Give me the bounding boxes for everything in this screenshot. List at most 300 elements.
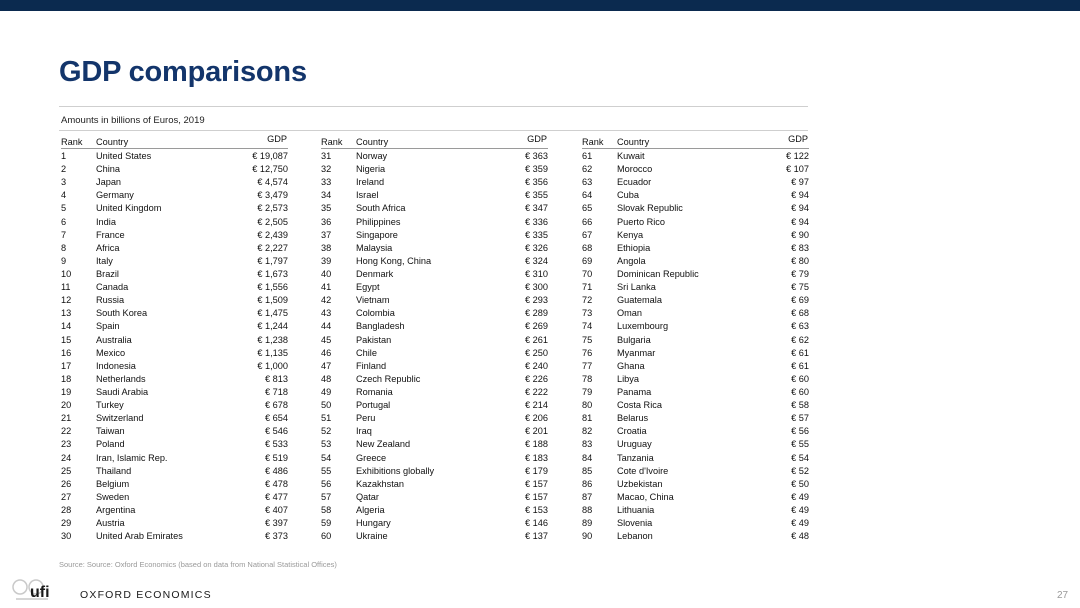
rank-cell: 1 <box>61 151 67 161</box>
gdp-cell: € 188 <box>525 439 548 450</box>
country-cell: Pakistan <box>356 334 392 345</box>
country-cell: Argentina <box>96 504 136 515</box>
gdp-cell: € 50 <box>791 478 809 489</box>
rank-cell: 14 <box>61 321 72 332</box>
country-cell: Brazil <box>96 268 119 279</box>
rank-cell: 23 <box>61 439 72 450</box>
header-rank: Rank <box>321 137 343 147</box>
country-cell: Ecuador <box>617 177 652 188</box>
gdp-cell: € 2,505 <box>257 216 288 227</box>
table-row <box>61 346 288 359</box>
table-row <box>582 241 809 254</box>
country-cell: Japan <box>96 177 122 188</box>
gdp-cell: € 61 <box>791 360 809 371</box>
gdp-cell: € 68 <box>791 308 809 319</box>
rank-cell: 86 <box>582 478 593 489</box>
country-cell: Thailand <box>96 465 132 476</box>
country-cell: Hungary <box>356 518 391 529</box>
country-cell: Lithuania <box>617 504 655 515</box>
country-cell: Macao, China <box>617 491 674 502</box>
rank-cell: 60 <box>321 531 332 542</box>
gdp-cell: € 335 <box>525 229 548 240</box>
gdp-cell: € 49 <box>791 504 809 515</box>
table-row <box>61 175 288 188</box>
country-cell: South Africa <box>356 203 406 214</box>
rank-cell: 74 <box>582 321 593 332</box>
rank-cell: 57 <box>321 491 332 502</box>
country-cell: Norway <box>356 151 388 161</box>
gdp-cell: € 336 <box>525 216 548 227</box>
rank-cell: 53 <box>321 439 332 450</box>
gdp-cell: € 107 <box>786 164 809 175</box>
header-rank: Rank <box>582 137 604 147</box>
gdp-cell: € 289 <box>525 308 548 319</box>
gdp-cell: € 69 <box>791 295 809 306</box>
oxford-economics-logo: OXFORD ECONOMICS <box>80 589 212 601</box>
table-row <box>321 293 548 306</box>
country-cell: Spain <box>96 321 120 332</box>
gdp-cell: € 56 <box>791 426 809 437</box>
rank-cell: 25 <box>61 465 72 476</box>
table-subtitle: Amounts in billions of Euros, 2019 <box>61 115 205 126</box>
rank-cell: 70 <box>582 268 593 279</box>
gdp-cell: € 356 <box>525 177 548 188</box>
rank-cell: 13 <box>61 308 72 319</box>
rank-cell: 73 <box>582 308 593 319</box>
country-cell: Vietnam <box>356 295 390 306</box>
country-cell: Tanzania <box>617 452 654 463</box>
table-row <box>321 529 548 542</box>
gdp-cell: € 55 <box>791 439 809 450</box>
gdp-cell: € 261 <box>525 334 548 345</box>
country-cell: Canada <box>96 282 129 293</box>
country-cell: Costa Rica <box>617 400 662 411</box>
country-cell: Czech Republic <box>356 373 421 384</box>
column-header <box>582 134 809 149</box>
table-row <box>61 280 288 293</box>
rank-cell: 40 <box>321 268 332 279</box>
rank-cell: 58 <box>321 504 332 515</box>
table-row <box>61 254 288 267</box>
table-row <box>582 346 809 359</box>
table-row <box>582 451 809 464</box>
country-cell: Belarus <box>617 413 649 424</box>
rank-cell: 85 <box>582 465 593 476</box>
gdp-cell: € 269 <box>525 321 548 332</box>
table-row <box>582 464 809 477</box>
country-cell: Lebanon <box>617 531 653 542</box>
table-row <box>582 306 809 319</box>
country-cell: Panama <box>617 386 652 397</box>
table-row <box>321 306 548 319</box>
gdp-cell: € 3,479 <box>257 190 288 201</box>
country-cell: Taiwan <box>96 426 125 437</box>
gdp-cell: € 477 <box>265 491 288 502</box>
country-cell: Myanmar <box>617 347 656 358</box>
table-rows <box>321 149 548 542</box>
gdp-cell: € 2,439 <box>257 229 288 240</box>
rank-cell: 63 <box>582 177 593 188</box>
gdp-cell: € 326 <box>525 242 548 253</box>
country-cell: Oman <box>617 308 643 319</box>
country-cell: China <box>96 164 121 175</box>
gdp-cell: € 373 <box>265 531 288 542</box>
country-cell: Ethiopia <box>617 242 651 253</box>
country-cell: Iraq <box>356 426 372 437</box>
table-row <box>61 411 288 424</box>
table-row <box>61 503 288 516</box>
rank-cell: 67 <box>582 229 593 240</box>
gdp-cell: € 54 <box>791 452 809 463</box>
table-row <box>582 280 809 293</box>
gdp-cell: € 57 <box>791 413 809 424</box>
table-row <box>321 267 548 280</box>
rank-cell: 88 <box>582 504 593 515</box>
table-rows <box>61 149 288 542</box>
gdp-cell: € 300 <box>525 282 548 293</box>
gdp-cell: € 94 <box>791 203 809 214</box>
table-row <box>321 503 548 516</box>
country-cell: Philippines <box>356 216 401 227</box>
gdp-cell: € 486 <box>265 465 288 476</box>
country-cell: Portugal <box>356 400 391 411</box>
table-row <box>61 424 288 437</box>
rank-cell: 72 <box>582 295 593 306</box>
table-row <box>321 451 548 464</box>
country-cell: India <box>96 216 116 227</box>
table-row <box>321 398 548 411</box>
table-row <box>61 215 288 228</box>
table-row <box>582 359 809 372</box>
country-cell: Finland <box>356 360 387 371</box>
table-row <box>582 293 809 306</box>
country-cell: Cuba <box>617 190 639 201</box>
gdp-cell: € 75 <box>791 282 809 293</box>
gdp-cell: € 1,238 <box>257 334 288 345</box>
gdp-cell: € 179 <box>525 465 548 476</box>
gdp-cell: € 1,797 <box>257 255 288 266</box>
country-cell: Colombia <box>356 308 395 319</box>
country-cell: Poland <box>96 439 125 450</box>
page-title: GDP comparisons <box>59 56 307 88</box>
title-divider <box>59 106 808 107</box>
rank-cell: 28 <box>61 504 72 515</box>
rank-cell: 89 <box>582 518 593 529</box>
country-cell: Switzerland <box>96 413 144 424</box>
country-cell: Belgium <box>96 478 130 489</box>
gdp-cell: € 60 <box>791 386 809 397</box>
table-row <box>321 319 548 332</box>
rank-cell: 68 <box>582 242 593 253</box>
country-cell: Morocco <box>617 164 653 175</box>
gdp-cell: € 137 <box>525 531 548 542</box>
header-rank: Rank <box>61 137 83 147</box>
rank-cell: 54 <box>321 452 332 463</box>
gdp-cell: € 79 <box>791 268 809 279</box>
table-row <box>582 162 809 175</box>
table-row <box>582 477 809 490</box>
gdp-cell: € 49 <box>791 491 809 502</box>
gdp-cell: € 347 <box>525 203 548 214</box>
rank-cell: 26 <box>61 478 72 489</box>
gdp-cell: € 80 <box>791 255 809 266</box>
table-row <box>321 477 548 490</box>
gdp-cell: € 58 <box>791 400 809 411</box>
rank-cell: 46 <box>321 347 332 358</box>
gdp-cell: € 61 <box>791 347 809 358</box>
ufi-logo: ufi <box>30 584 50 601</box>
rank-cell: 15 <box>61 334 72 345</box>
top-bar <box>0 0 1080 11</box>
country-cell: Sweden <box>96 491 130 502</box>
country-cell: Austria <box>96 518 125 529</box>
country-cell: Turkey <box>96 400 124 411</box>
gdp-cell: € 310 <box>525 268 548 279</box>
gdp-cell: € 654 <box>265 413 288 424</box>
country-cell: Australia <box>96 334 132 345</box>
rank-cell: 65 <box>582 203 593 214</box>
rank-cell: 83 <box>582 439 593 450</box>
header-gdp: GDP <box>788 134 808 144</box>
table-rows <box>582 149 809 542</box>
country-cell: Guatemala <box>617 295 662 306</box>
gdp-cell: € 146 <box>525 518 548 529</box>
rank-cell: 12 <box>61 295 72 306</box>
country-cell: Kuwait <box>617 151 645 161</box>
table-row <box>61 241 288 254</box>
gdp-cell: € 2,227 <box>257 242 288 253</box>
table-row <box>321 490 548 503</box>
rank-cell: 37 <box>321 229 332 240</box>
gdp-cell: € 63 <box>791 321 809 332</box>
rank-cell: 2 <box>61 164 67 175</box>
country-cell: Puerto Rico <box>617 216 666 227</box>
gdp-cell: € 813 <box>265 373 288 384</box>
gdp-cell: € 324 <box>525 255 548 266</box>
rank-cell: 84 <box>582 452 593 463</box>
rank-cell: 34 <box>321 190 332 201</box>
gdp-cell: € 1,000 <box>257 360 288 371</box>
rank-cell: 33 <box>321 177 332 188</box>
gdp-cell: € 363 <box>525 151 548 161</box>
gdp-cell: € 355 <box>525 190 548 201</box>
gdp-cell: € 222 <box>525 386 548 397</box>
gdp-cell: € 250 <box>525 347 548 358</box>
rank-cell: 11 <box>61 282 71 293</box>
country-cell: Denmark <box>356 268 394 279</box>
rank-cell: 5 <box>61 203 67 214</box>
table-row <box>582 228 809 241</box>
rank-cell: 62 <box>582 164 593 175</box>
gdp-cell: € 60 <box>791 373 809 384</box>
table-row <box>61 437 288 450</box>
table-row <box>582 267 809 280</box>
country-cell: Ukraine <box>356 531 388 542</box>
country-cell: Africa <box>96 242 120 253</box>
country-cell: Greece <box>356 452 387 463</box>
rank-cell: 56 <box>321 478 332 489</box>
rank-cell: 64 <box>582 190 593 201</box>
rank-cell: 19 <box>61 386 72 397</box>
rank-cell: 49 <box>321 386 332 397</box>
gdp-cell: € 62 <box>791 334 809 345</box>
gdp-cell: € 97 <box>791 177 809 188</box>
gdp-cell: € 533 <box>265 439 288 450</box>
country-cell: Luxembourg <box>617 321 669 332</box>
table-row <box>321 437 548 450</box>
table-row <box>582 319 809 332</box>
rank-cell: 4 <box>61 190 67 201</box>
gdp-cell: € 83 <box>791 242 809 253</box>
gdp-cell: € 1,244 <box>257 321 288 332</box>
rank-cell: 21 <box>61 413 72 424</box>
table-row <box>61 188 288 201</box>
table-row <box>321 385 548 398</box>
table-row <box>582 175 809 188</box>
country-cell: United Arab Emirates <box>96 531 183 542</box>
country-cell: Slovak Republic <box>617 203 683 214</box>
rank-cell: 77 <box>582 360 593 371</box>
table-row <box>321 188 548 201</box>
rank-cell: 55 <box>321 465 332 476</box>
country-cell: Kazakhstan <box>356 478 405 489</box>
gdp-cell: € 226 <box>525 373 548 384</box>
gdp-cell: € 122 <box>786 151 809 161</box>
table-row <box>321 228 548 241</box>
country-cell: France <box>96 229 125 240</box>
table-row <box>321 516 548 529</box>
gdp-cell: € 1,135 <box>257 347 288 358</box>
rank-cell: 10 <box>61 268 72 279</box>
gdp-cell: € 157 <box>525 478 548 489</box>
gdp-cell: € 2,573 <box>257 203 288 214</box>
gdp-cell: € 1,673 <box>257 268 288 279</box>
country-cell: Chile <box>356 347 377 358</box>
table-row <box>61 162 288 175</box>
table-row <box>321 424 548 437</box>
table-row <box>321 346 548 359</box>
table-row <box>582 398 809 411</box>
table-row <box>61 385 288 398</box>
country-cell: Bangladesh <box>356 321 405 332</box>
rank-cell: 50 <box>321 400 332 411</box>
table-row <box>582 372 809 385</box>
column-header <box>61 134 288 149</box>
table-row <box>61 319 288 332</box>
country-cell: Germany <box>96 190 134 201</box>
table-row <box>321 411 548 424</box>
table-row <box>61 306 288 319</box>
rank-cell: 7 <box>61 229 67 240</box>
rank-cell: 42 <box>321 295 332 306</box>
rank-cell: 48 <box>321 373 332 384</box>
country-cell: Nigeria <box>356 164 386 175</box>
table-row <box>582 333 809 346</box>
rank-cell: 59 <box>321 518 332 529</box>
rank-cell: 41 <box>321 282 332 293</box>
subtitle-divider <box>59 130 808 131</box>
gdp-cell: € 293 <box>525 295 548 306</box>
rank-cell: 35 <box>321 203 332 214</box>
table-column-1 <box>61 134 288 542</box>
table-row <box>582 437 809 450</box>
table-row <box>61 267 288 280</box>
gdp-cell: € 214 <box>525 400 548 411</box>
table-row <box>321 149 548 162</box>
gdp-cell: € 407 <box>265 504 288 515</box>
rank-cell: 30 <box>61 531 72 542</box>
rank-cell: 8 <box>61 242 67 253</box>
table-row <box>61 333 288 346</box>
table-row <box>582 490 809 503</box>
table-row <box>321 464 548 477</box>
rank-cell: 3 <box>61 177 67 188</box>
gdp-cell: € 240 <box>525 360 548 371</box>
country-cell: Sri Lanka <box>617 282 656 293</box>
table-row <box>61 359 288 372</box>
rank-cell: 29 <box>61 518 72 529</box>
table-row <box>582 149 809 162</box>
table-row <box>61 516 288 529</box>
table-row <box>582 254 809 267</box>
country-cell: Mexico <box>96 347 126 358</box>
gdp-cell: € 1,475 <box>257 308 288 319</box>
gdp-cell: € 90 <box>791 229 809 240</box>
country-cell: Malaysia <box>356 242 393 253</box>
country-cell: Singapore <box>356 229 398 240</box>
country-cell: Italy <box>96 255 113 266</box>
gdp-cell: € 153 <box>525 504 548 515</box>
rank-cell: 47 <box>321 360 332 371</box>
table-row <box>582 411 809 424</box>
country-cell: Saudi Arabia <box>96 386 149 397</box>
country-cell: Qatar <box>356 491 379 502</box>
table-row <box>321 280 548 293</box>
table-row <box>321 215 548 228</box>
rank-cell: 39 <box>321 255 332 266</box>
table-row <box>61 201 288 214</box>
table-row <box>582 503 809 516</box>
country-cell: Peru <box>356 413 376 424</box>
table-row <box>61 372 288 385</box>
country-cell: Algeria <box>356 504 385 515</box>
gdp-cell: € 94 <box>791 216 809 227</box>
rank-cell: 69 <box>582 255 593 266</box>
country-cell: Netherlands <box>96 373 146 384</box>
gdp-cell: € 206 <box>525 413 548 424</box>
rank-cell: 18 <box>61 373 72 384</box>
gdp-cell: € 478 <box>265 478 288 489</box>
table-row <box>61 464 288 477</box>
country-cell: New Zealand <box>356 439 411 450</box>
gdp-cell: € 19,087 <box>252 151 288 161</box>
country-cell: Slovenia <box>617 518 653 529</box>
country-cell: United Kingdom <box>96 203 162 214</box>
country-cell: Libya <box>617 373 639 384</box>
rank-cell: 44 <box>321 321 332 332</box>
rank-cell: 87 <box>582 491 593 502</box>
rank-cell: 71 <box>582 282 593 293</box>
page-number: 27 <box>1057 590 1069 601</box>
table-row <box>582 529 809 542</box>
country-cell: Russia <box>96 295 125 306</box>
rank-cell: 66 <box>582 216 593 227</box>
rank-cell: 90 <box>582 531 593 542</box>
table-row <box>61 529 288 542</box>
country-cell: Uzbekistan <box>617 478 663 489</box>
table-row <box>321 333 548 346</box>
header-country: Country <box>617 137 650 147</box>
